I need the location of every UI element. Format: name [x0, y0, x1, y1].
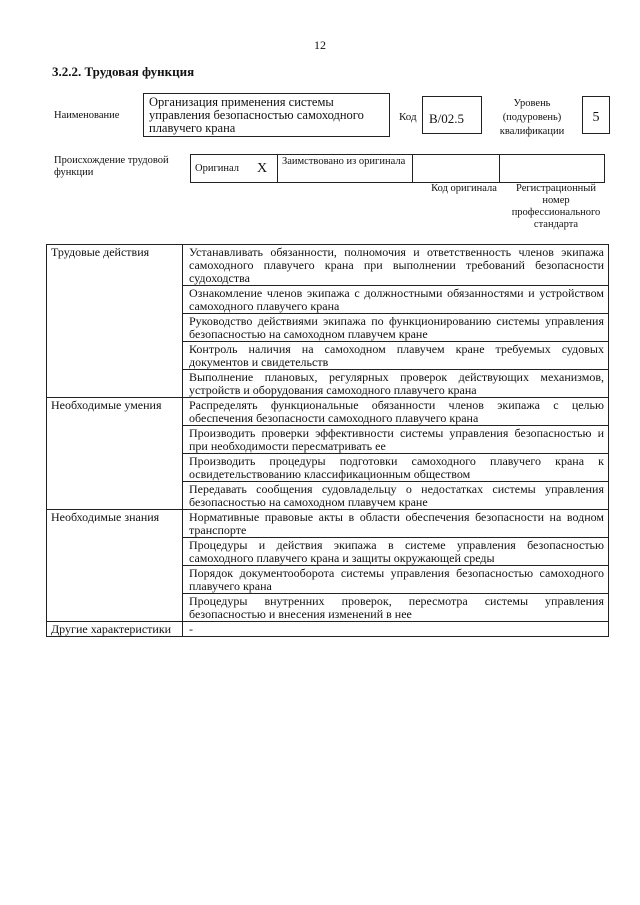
item-cell: Производить процедуры подготовки самоходного плавучего крана к освидетельствованию классификационным обществом	[183, 454, 609, 482]
item-cell: Процедуры и действия экипажа в системе управления безопасностью самоходного плавучего крана и защиты окружающей среды	[183, 538, 609, 566]
item-cell: Выполнение плановых, регулярных проверок действующих механизмов, устройств и оборудования самоходного плавучего крана	[183, 370, 609, 398]
name-label: Наименование	[54, 110, 120, 121]
item-cell: Нормативные правовые акты в области обеспечения безопасности на водном транспорте	[183, 510, 609, 538]
qualification-level-label: Уровень (подуровень) квалификации	[499, 98, 565, 137]
origin-table	[190, 154, 605, 183]
table-row	[47, 245, 609, 286]
reg-number-label: Регистрационный номер профессионального стандарта	[511, 183, 601, 230]
item-cell: -	[183, 622, 609, 637]
reg-number-cell	[500, 155, 605, 183]
section-title: 3.2.2. Трудовая функция	[52, 64, 195, 79]
function-code-box: B/02.5	[422, 96, 482, 134]
item-cell: Передавать сообщения судовладельцу о недостатках системы управления безопасностью на самоходном плавучем кране	[183, 482, 609, 510]
table-row	[47, 510, 609, 538]
item-cell: Руководство действиями экипажа по функционированию системы управления безопасностью на самоходном плавучем кране	[183, 314, 609, 342]
category-cell: Другие характеристики	[47, 622, 183, 637]
code-original-label: Код оригинала	[431, 183, 497, 194]
item-cell: Контроль наличия на самоходном плавучем кране требуемых судовых документов и свидетельств	[183, 342, 609, 370]
code-label: Код	[399, 111, 417, 123]
item-cell: Ознакомление членов экипажа с должностными обязанностями и устройством самоходного плавучего крана	[183, 286, 609, 314]
origin-label: Происхождение трудовой функции	[54, 155, 169, 178]
item-cell: Порядок документооборота системы управления безопасностью самоходного плавучего крана	[183, 566, 609, 594]
original-label: Оригинал	[191, 155, 248, 183]
original-mark: X	[247, 155, 278, 183]
item-cell: Процедуры внутренних проверок, пересмотра системы управления безопасностью и внесения изменений в нее	[183, 594, 609, 622]
category-cell: Необходимые умения	[47, 398, 183, 510]
qualification-level-box: 5	[582, 96, 610, 134]
item-cell: Производить проверки эффективности системы управления безопасностью и при необходимости пересматривать ее	[183, 426, 609, 454]
category-cell: Необходимые знания	[47, 510, 183, 622]
borrowed-label: Заимствовано из оригинала	[278, 155, 413, 183]
function-name-box: Организация применения системы управления безопасностью самоходного плавучего крана	[143, 93, 390, 137]
page-number: 12	[314, 38, 326, 52]
item-cell: Распределять функциональные обязанности членов экипажа с целью обеспечения безопасности самоходного плавучего крана	[183, 398, 609, 426]
table-row	[47, 398, 609, 426]
code-original-cell	[413, 155, 500, 183]
table-row	[47, 622, 609, 637]
function-details-table	[46, 244, 609, 637]
category-cell: Трудовые действия	[47, 245, 183, 398]
item-cell: Устанавливать обязанности, полномочия и ответственность членов экипажа самоходного плавучего крана при выполнении требований безопасности судоходства	[183, 245, 609, 286]
